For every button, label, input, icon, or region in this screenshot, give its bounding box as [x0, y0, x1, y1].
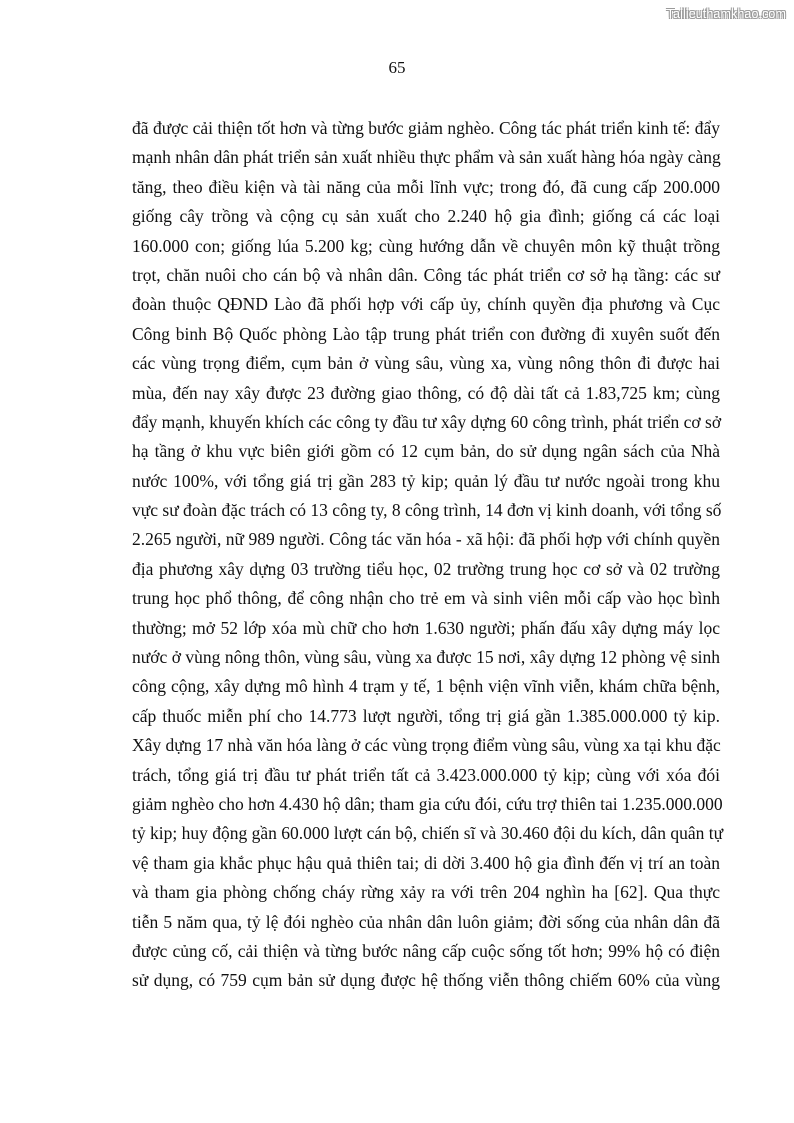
text-line: nước ở vùng nông thôn, vùng sâu, vùng xa được 15 nơi, xây dựng 12 phòng vệ sinh: [132, 647, 720, 668]
text-line: thường; mở 52 lớp xóa mù chữ cho hơn 1.630 người; phấn đấu xây dựng máy lọc: [132, 617, 720, 638]
text-line: đoàn thuộc QĐND Lào đã phối hợp với cấp ủy, chính quyền địa phương và Cục: [132, 294, 720, 315]
text-line: giảm nghèo cho hơn 4.430 hộ dân; tham gia cứu đói, cứu trợ thiên tai 1.235.000.000: [132, 793, 723, 814]
text-line: tỷ kip; huy động gần 60.000 lượt cán bộ, chiến sĩ và 30.460 đội du kích, dân quân tự: [132, 823, 724, 844]
text-line: đẩy mạnh, khuyến khích các công ty đầu tư xây dựng 60 công trình, phát triển cơ sở: [132, 411, 722, 432]
text-line: Công binh Bộ Quốc phòng Lào tập trung phát triển con đường đi xuyên suốt đến: [132, 323, 720, 344]
text-line: địa phương xây dựng 03 trường tiểu học, 02 trường trung học cơ sở và 02 trường: [132, 558, 720, 579]
page-number: 65: [388, 58, 406, 77]
text-line: trọt, chăn nuôi cho cán bộ và nhân dân. Công tác phát triển cơ sở hạ tầng: các sư: [132, 264, 720, 285]
text-line: giống cây trồng và cộng cụ sản xuất cho 2.240 hộ gia đình; giống cá các loại: [132, 206, 720, 227]
text-line: các vùng trọng điểm, cụm bản ở vùng sâu, vùng xa, vùng nông thôn đi được hai: [132, 353, 720, 374]
text-line: 2.265 người, nữ 989 người. Công tác văn hóa - xã hội: đã phối hợp với chính quyền: [132, 529, 720, 550]
watermark: Tailieuthamkhao.com: [666, 7, 786, 21]
text-line: sử dụng, có 759 cụm bản sử dụng được hệ thống viễn thông chiếm 60% của vùng: [132, 970, 720, 991]
text-line: vệ tham gia khắc phục hậu quả thiên tai; di dời 3.400 hộ gia đình đến vị trí an toàn: [132, 852, 720, 873]
text-line: và tham gia phòng chống cháy rừng xảy ra với trên 204 nghìn ha [62]. Qua thực: [132, 882, 720, 903]
text-line: trách, tổng giá trị đầu tư phát triển tất cả 3.423.000.000 tỷ kịp; cùng với xóa đói: [132, 764, 720, 785]
text-line: Xây dựng 17 nhà văn hóa làng ở các vùng trọng điểm vùng sâu, vùng xa tại khu đặc: [132, 735, 721, 756]
text-line: tiễn 5 năm qua, tỷ lệ đói nghèo của nhân dân luôn giảm; đời sống của nhân dân đã: [132, 911, 720, 932]
text-line: mùa, đến nay xây được 23 đường giao thông, có độ dài tất cả 1.83,725 km; cùng: [132, 382, 720, 403]
text-line: công cộng, xây dựng mô hình 4 trạm y tế, 1 bệnh viện vĩnh viễn, khám chữa bệnh,: [132, 676, 720, 697]
text-line: nước 100%, với tổng giá trị gần 283 tỷ kip; quản lý đầu tư nước ngoài trong khu: [132, 470, 720, 491]
text-line: cấp thuốc miễn phí cho 14.773 lượt người, tổng trị giá gần 1.385.000.000 tỷ kip.: [132, 705, 720, 726]
text-line: được củng cố, cải thiện và từng bước nâng cấp cuộc sống tốt hơn; 99% hộ có điện: [132, 940, 720, 961]
text-line: 160.000 con; giống lúa 5.200 kg; cùng hướng dẫn về chuyên môn kỹ thuật trồng: [132, 235, 720, 256]
text-line: hạ tầng ở khu vực biên giới gồm có 12 cụm bản, do sử dụng ngân sách của Nhà: [132, 441, 720, 462]
text-line: trung học phổ thông, để công nhận cho trẻ em và sinh viên mỗi cấp vào học bình: [132, 588, 720, 609]
text-line: vực sư đoàn đặc trách có 13 công ty, 8 công trình, 14 đơn vị kinh doanh, với tổng số: [132, 500, 722, 521]
text-line: tăng, theo điều kiện và tài năng của mỗi lĩnh vực; trong đó, đã cung cấp 200.000: [132, 176, 720, 197]
text-line: đã được cải thiện tốt hơn và từng bước giảm nghèo. Công tác phát triển kinh tế: đẩy: [132, 118, 720, 138]
body-paragraph: [132, 114, 724, 996]
text-line: mạnh nhân dân phát triển sản xuất nhiều thực phẩm và sản xuất hàng hóa ngày càng: [132, 147, 721, 168]
